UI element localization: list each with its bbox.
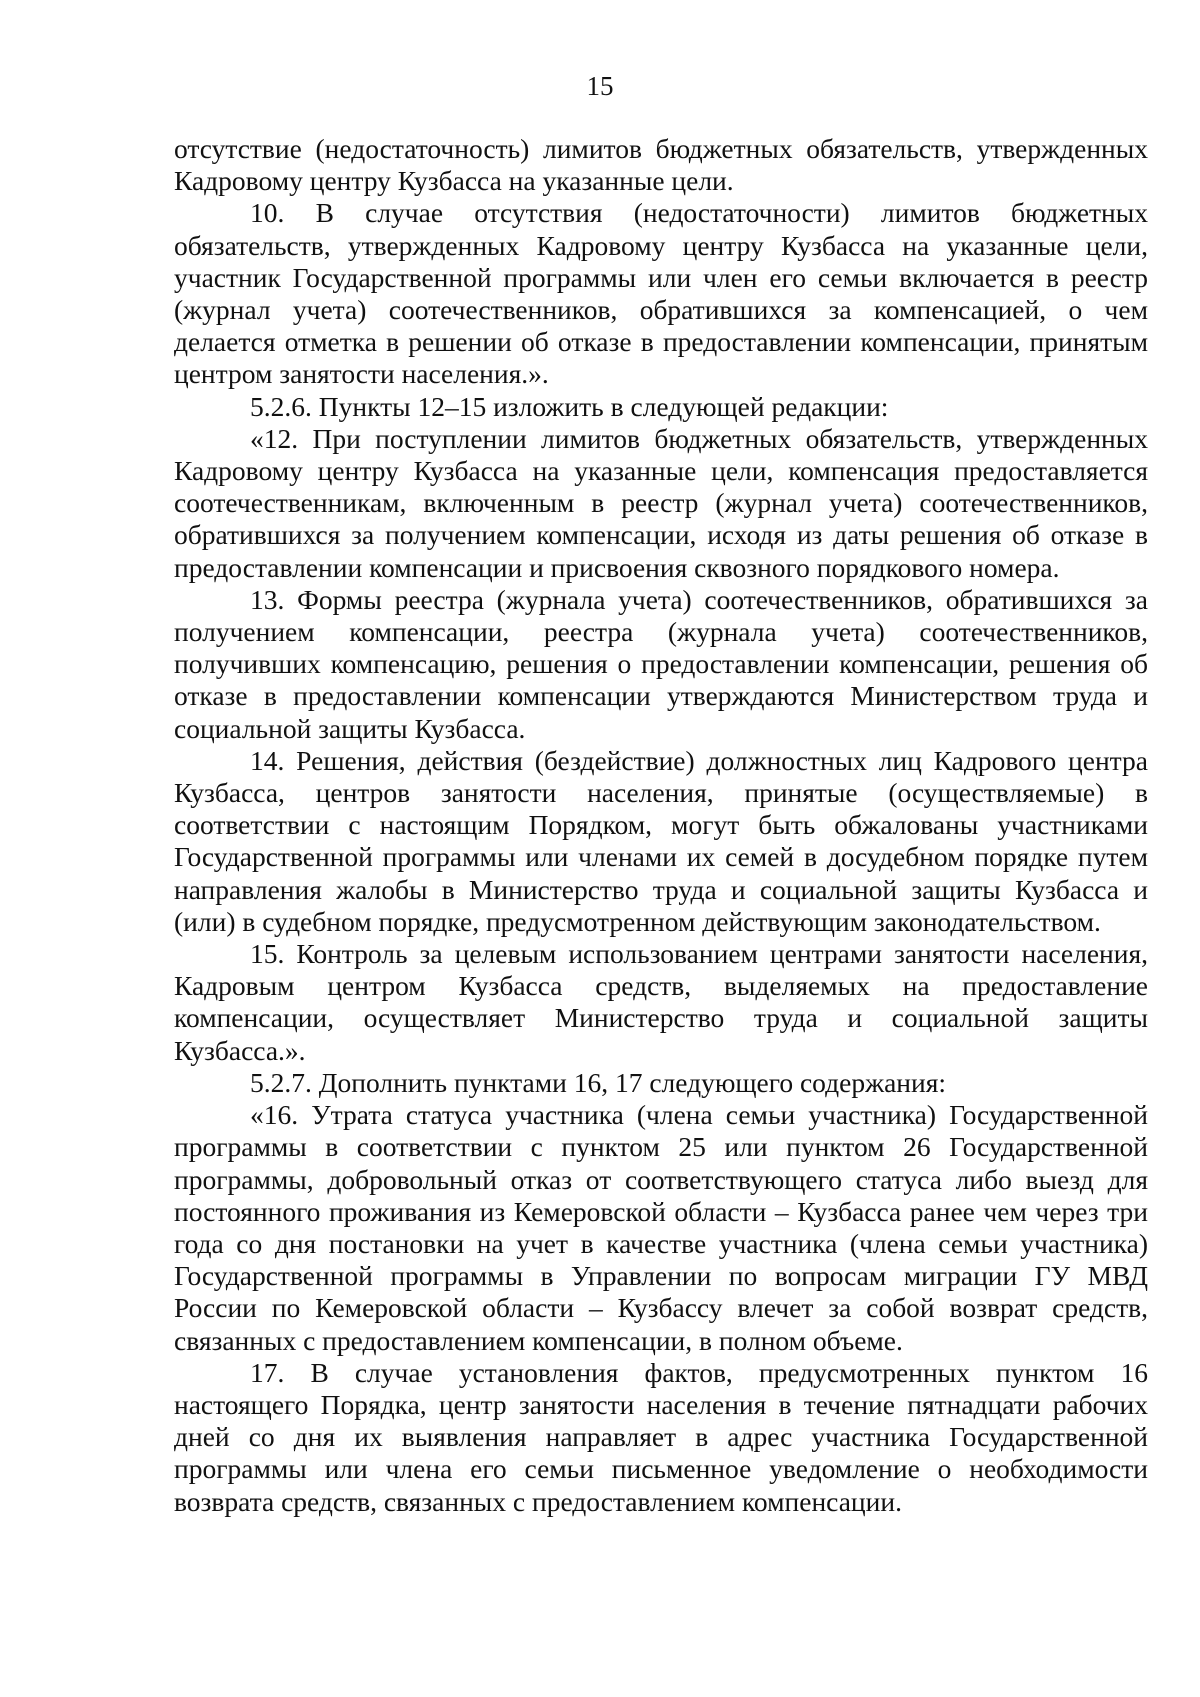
paragraph-item-17: 17. В случае установления фактов, предусмотренных пунктом 16 настоящего Порядка, центр занятости населения в течение пятнадцати рабочих дней со дня их выявления направляет в адрес участника Государственной программы или члена его семьи письменное уведомление о необходимости возврата средств, связанных с предоставлением компенсации. bbox=[174, 1356, 1148, 1517]
paragraph-continuation: отсутствие (недостаточность) лимитов бюджетных обязательств, утвержденных Кадровому центру Кузбасса на указанные цели. bbox=[174, 133, 1148, 197]
paragraph-item-12: «12. При поступлении лимитов бюджетных обязательств, утвержденных Кадровому центру Кузбасса на указанные цели, компенсация предоставляется соотечественникам, включенным в реестр (журнал учета) соотечественников, обратившихся за получением компенсации, исходя из даты решения об отказе в предоставлении компенсации и присвоения сквозного порядкового номера. bbox=[174, 422, 1148, 583]
document-body bbox=[174, 133, 1148, 1518]
paragraph-item-15: 15. Контроль за целевым использованием центрами занятости населения, Кадровым центром Кузбасса средств, выделяемых на предоставление компенсации, осуществляет Министерство труда и социальной защиты Кузбасса.». bbox=[174, 938, 1148, 1066]
page-number: 15 bbox=[586, 71, 614, 101]
paragraph-5-2-7: 5.2.7. Дополнить пунктами 16, 17 следующего содержания: bbox=[250, 1066, 947, 1098]
paragraph-5-2-6: 5.2.6. Пункты 12–15 изложить в следующей редакции: bbox=[250, 390, 889, 422]
paragraph-item-16: «16. Утрата статуса участника (члена семьи участника) Государственной программы в соответствии с пунктом 25 или пунктом 26 Государственной программы, добровольный отказ от соответствующего статуса либо выезд для постоянного проживания из Кемеровской области – Кузбасса ранее чем через три года со дня постановки на учет в качестве участника (члена семьи участника) Государственной программы в Управлении по вопросам миграции ГУ МВД России по Кемеровской области – Кузбассу влечет за собой возврат средств, связанных с предоставлением компенсации, в полном объеме. bbox=[174, 1099, 1148, 1356]
paragraph-item-13: 13. Формы реестра (журнала учета) соотечественников, обратившихся за получением компенсации, реестра (журнала учета) соотечественников, получивших компенсацию, решения о предоставлении компенсации, решения об отказе в предоставлении компенсации утверждаются Министерством труда и социальной защиты Кузбасса. bbox=[174, 583, 1148, 744]
paragraph-item-14: 14. Решения, действия (бездействие) должностных лиц Кадрового центра Кузбасса, центров занятости населения, принятые (осуществляемые) в соответствии с настоящим Порядком, могут быть обжалованы участниками Государственной программы или членами их семей в досудебном порядке путем направления жалобы в Министерство труда и социальной защиты Кузбасса и (или) в судебном порядке, предусмотренном действующим законодательством. bbox=[174, 744, 1148, 937]
paragraph-item-10: 10. В случае отсутствия (недостаточности) лимитов бюджетных обязательств, утвержденных Кадровому центру Кузбасса на указанные цели, участник Государственной программы или член его семьи включается в реестр (журнал учета) соотечественников, обратившихся за компенсацией, о чем делается отметка в решении об отказе в предоставлении компенсации, принятым центром занятости населения.». bbox=[174, 197, 1148, 390]
